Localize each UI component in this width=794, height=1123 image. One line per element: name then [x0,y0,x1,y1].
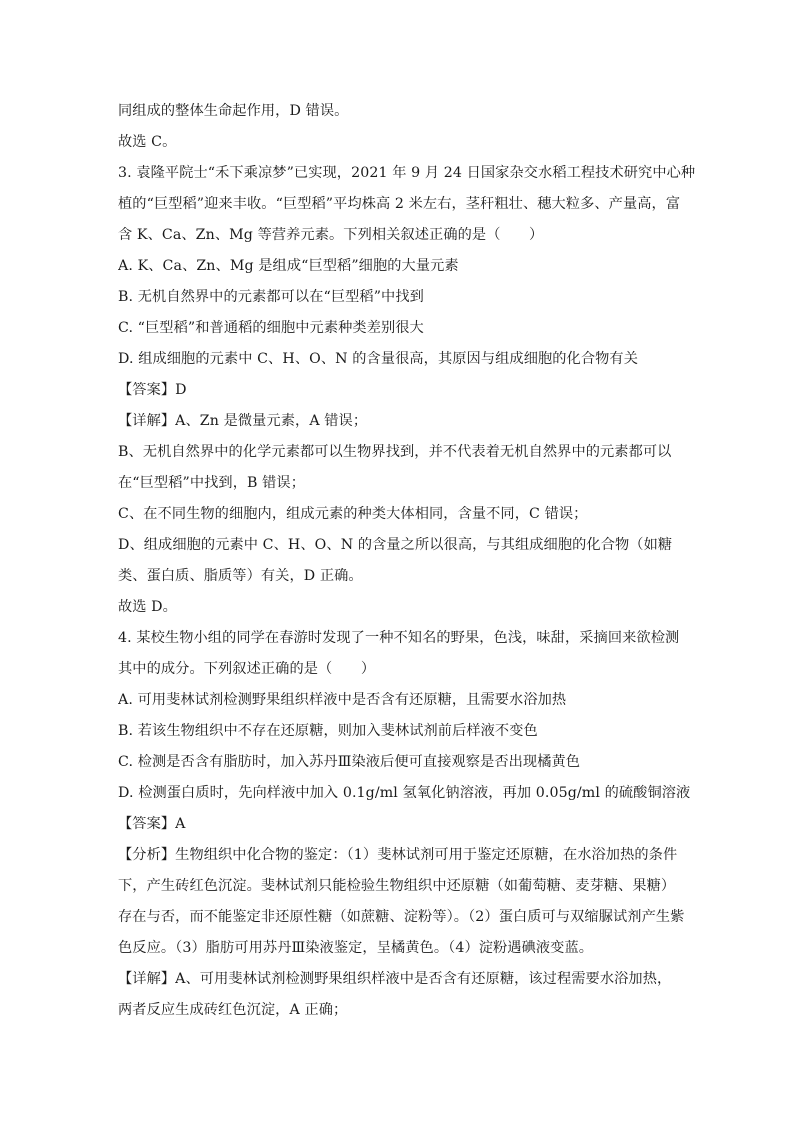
question-3-option-a: A. K、Ca、Zn、Mg 是组成“巨型稻”细胞的大量元素 [118,258,459,274]
question-3-explanation: D、组成细胞的元素中 C、H、O、N 的含量之所以很高，与其组成细胞的化合物（如糖 [118,537,673,553]
question-3-explanation: B、无机自然界中的化学元素都可以生物界找到，并不代表着无机自然界中的元素都可以 [118,444,672,460]
text-line: 同组成的整体生命起作用，D 错误。 [118,103,349,119]
question-3-stem: 植的“巨型稻”迎来丰收。“巨型稻”平均株高 2 米左右，茎秆粗壮、穗大粒多、产量高，富 [118,196,681,212]
question-3-option-d: D. 组成细胞的元素中 C、H、O、N 的含量很高，其原因与组成细胞的化合物有关 [118,351,638,367]
question-4-option-d: D. 检测蛋白质时，先向样液中加入 0.1g/ml 氢氧化钠溶液，再加 0.05g/ml 的硫酸铜溶液 [118,785,691,801]
question-4-analysis: 存在与否，而不能鉴定非还原性糖（如蔗糖、淀粉等）。（2）蛋白质可与双缩脲试剂产生紫 [118,909,685,925]
question-3-explanation: 类、蛋白质、脂质等）有关，D 正确。 [118,568,363,584]
question-4-option-c: C. 检测是否含有脂肪时，加入苏丹Ⅲ染液后便可直接观察是否出现橘黄色 [118,754,581,770]
question-3-option-b: B. 无机自然界中的元素都可以在“巨型稻”中找到 [118,289,424,305]
question-3-answer: 【答案】D [118,382,187,398]
question-4-stem: 4. 某校生物小组的同学在春游时发现了一种不知名的野果，色浅，味甜，采摘回来欲检测 [118,630,680,646]
question-4-answer: 【答案】A [118,816,186,832]
question-4-analysis: 色反应。（3）脂肪可用苏丹Ⅲ染液鉴定，呈橘黄色。（4）淀粉遇碘液变蓝。 [118,940,594,956]
question-3-stem: 含 K、Ca、Zn、Mg 等营养元素。下列相关叙述正确的是（ ） [118,227,544,243]
question-4-analysis: 下，产生砖红色沉淀。斐林试剂只能检验生物组织中还原糖（如葡萄糖、麦芽糖、果糖） [118,878,676,894]
question-3-stem: 3. 袁隆平院士“禾下乘凉梦”已实现，2021 年 9 月 24 日国家杂交水稻工程技术研究中心种 [118,165,696,181]
question-4-stem: 其中的成分。下列叙述正确的是（ ） [118,661,376,677]
question-3-explanation: C、在不同生物的细胞内，组成元素的种类大体相同，含量不同，C 错误； [118,506,588,522]
question-3-explanation: 【详解】A、Zn 是微量元素，A 错误； [118,413,368,429]
question-3-option-c: C. “巨型稻”和普通稻的细胞中元素种类差别很大 [118,320,424,336]
question-4-option-b: B. 若该生物组织中不存在还原糖，则加入斐林试剂前后样液不变色 [118,723,538,739]
question-4-explanation: 两者反应生成砖红色沉淀，A 正确； [118,1002,348,1018]
question-3-explanation: 在“巨型稻”中找到，B 错误； [118,475,306,491]
question-4-analysis: 【分析】生物组织中化合物的鉴定：（1）斐林试剂可用于鉴定还原糖，在水浴加热的条件 [118,847,678,863]
question-4-explanation: 【详解】A、可用斐林试剂检测野果组织样液中是否含有还原糖，该过程需要水浴加热， [118,971,672,987]
document-page [118,96,698,1026]
question-4-option-a: A. 可用斐林试剂检测野果组织样液中是否含有还原糖，且需要水浴加热 [118,692,567,708]
question-3-conclusion: 故选 D。 [118,599,177,615]
text-line: 故选 C。 [118,134,177,150]
